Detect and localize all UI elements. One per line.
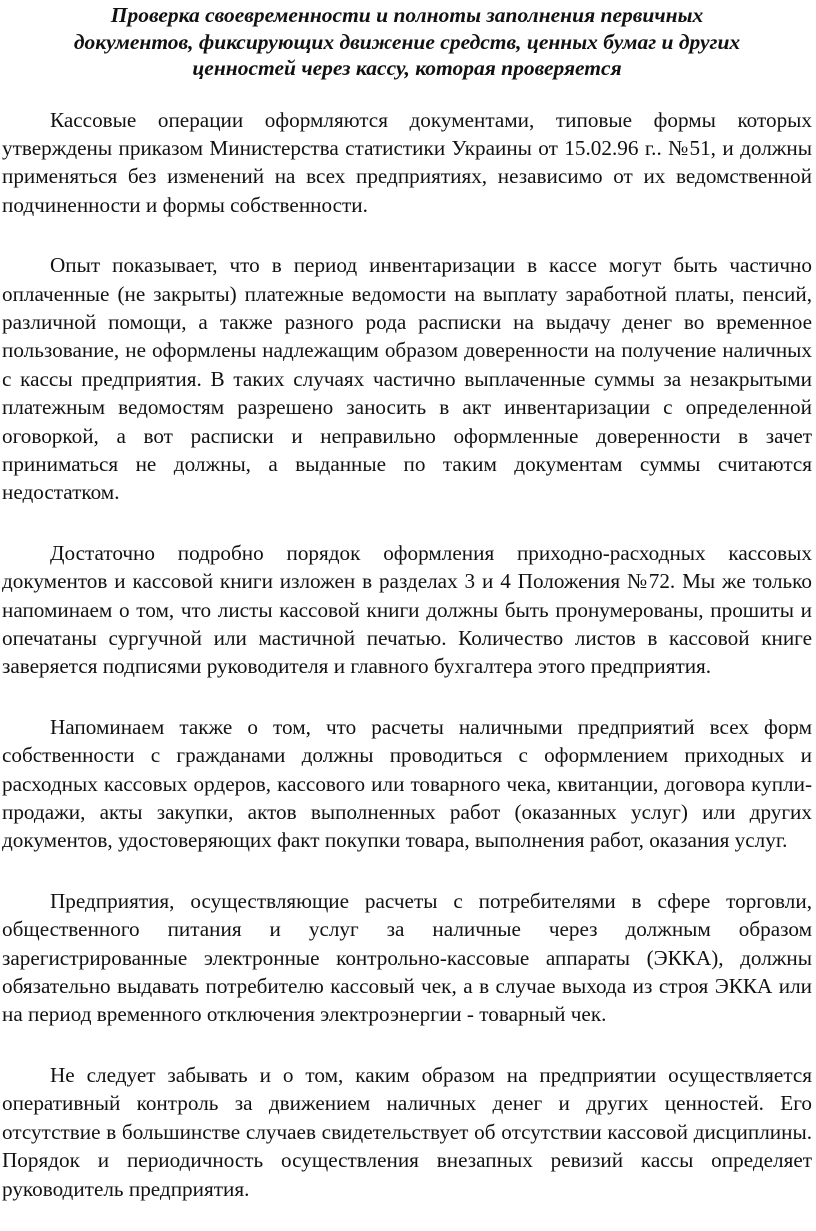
paragraph-cash-book: Достаточно подробно порядок оформления приходно-расходных кассовых документов и кассовой книги изложен в разделах 3 и 4 Положения №72. Мы же только напоминаем о том, что листы кассовой книги должны быть пронумерованы, прошиты и опечатаны сургучной или мастичной печатью. Количество листов в кассовой книге заверяется подписями руководителя и главного бухгалтера этого предприятия. — [2, 540, 812, 679]
paragraph-operational-control: Не следует забывать и о том, каким образом на предприятии осуществляется оперативный контроль за движением наличных денег и других ценностей. Его отсутствие в большинстве случаев свидетельствует об отсутствии кассовой дисциплины. Порядок и периодичность осуществления внезапных ревизий кассы определяет руководитель предприятия. — [2, 1062, 812, 1201]
paragraph-cash-settlements: Напоминаем также о том, что расчеты наличными предприятий всех форм собственности с гражданами должны проводиться с оформлением приходных и расходных кассовых ордеров, кассового или товарного чека, квитанции, договора купли-продажи, акты закупки, актов выполненных работ (оказанных услуг) или других документов, удостоверяющих факт покупки товара, выполнения работ, оказания услуг. — [2, 714, 812, 853]
title-line-3: ценностей через кассу, которая проверяется — [192, 56, 622, 80]
paragraph-cash-documents: Кассовые операции оформляются документами, типовые формы которых утверждены приказом Министерства статистики Украины от 15.02.96 г.. №51, и должны применяться без изменений на всех предприятиях, независимо от их ведомственной подчиненности и формы собственности. — [2, 107, 812, 217]
document-title — [2, 2, 812, 82]
title-line-2: документов, фиксирующих движение средств, ценных бумаг и других — [73, 29, 741, 54]
title-line-1: Проверка своевременности и полноты заполнения первичных — [110, 3, 704, 27]
paragraph-inventory-experience: Опыт показывает, что в период инвентаризации в кассе могут быть частично оплаченные (не закрыты) платежные ведомости на выплату заработной платы, пенсий, различной помощи, а также разного рода расписки на выдачу денег во временное пользование, не оформлены надлежащим образом доверенности на получение наличных с кассы предприятия. В таких случаях частично выплаченные суммы за незакрытыми платежным ведомостям разрешено заносить в акт инвентаризации с определенной оговоркой, а вот расписки и неправильно оформленные доверенности в зачет приниматься не должны, а выданные по таким документам суммы считаются недостатком. — [2, 253, 812, 505]
paragraph-ekka-receipts: Предприятия, осуществляющие расчеты с потребителями в сфере торговли, общественного питания и услуг за наличные через должным образом зарегистрированные электронные контрольно-кассовые аппараты (ЭККА), должны обязательно выдавать потребителю кассовый чек, а в случае выхода из строя ЭККА или на период временного отключения электроэнергии - товарный чек. — [2, 888, 812, 1027]
